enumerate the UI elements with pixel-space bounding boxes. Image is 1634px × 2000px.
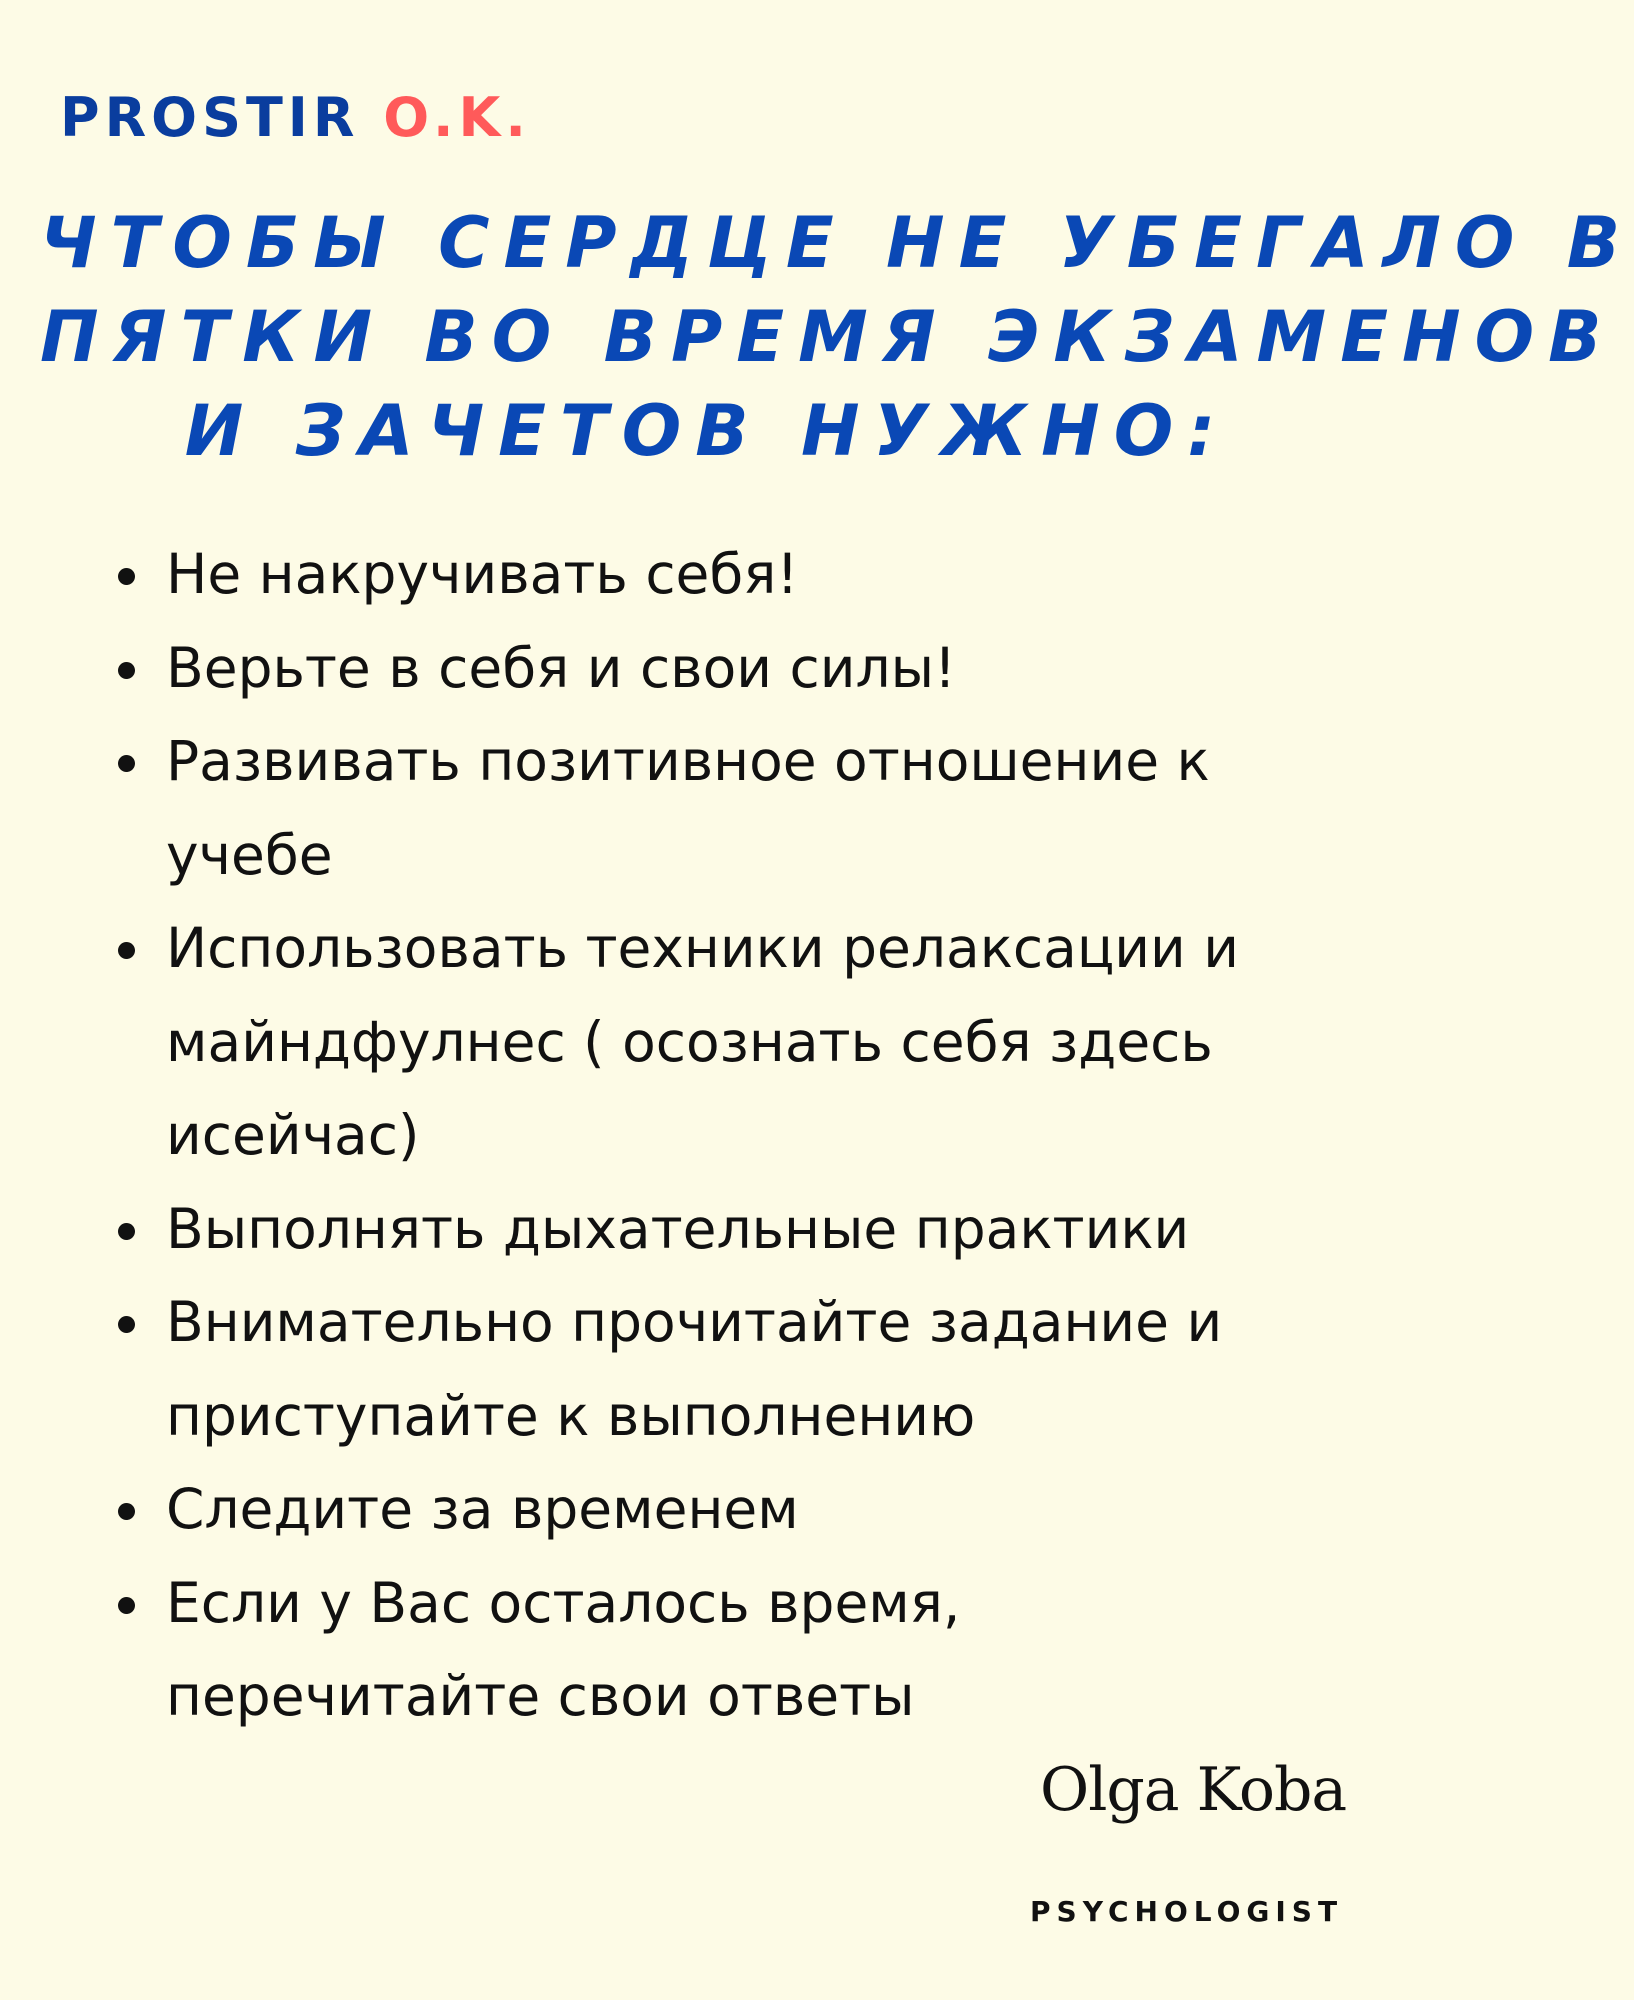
bullet-icon: [118, 1597, 135, 1614]
bullet-icon: [118, 755, 135, 772]
list-item: [110, 1183, 1340, 1277]
tips-list: [110, 528, 1340, 1744]
tip-text: Если у Вас осталось время, перечитайте свои ответы: [166, 1570, 961, 1728]
tip-text: Следите за временем: [166, 1477, 799, 1541]
bullet-icon: [118, 942, 135, 959]
headline-line-2: ПЯТКИ ВО ВРЕМЯ ЭКЗАМЕНОВ: [40, 296, 1616, 378]
brand-name: PROSTIR: [60, 86, 360, 149]
tip-text: Внимательно прочитайте задание и приступайте к выполнению: [166, 1290, 1223, 1448]
list-item: [110, 1276, 1340, 1463]
brand-suffix: O.K.: [383, 86, 531, 149]
bullet-icon: [118, 1223, 135, 1240]
headline-line-3: И ЗАЧЕТОВ НУЖНО:: [184, 390, 1230, 472]
tip-text: Выполнять дыхательные практики: [166, 1196, 1190, 1261]
brand-logo: [60, 88, 531, 148]
headline-line-1: ЧТОБЫ СЕРДЦЕ НЕ УБЕГАЛО В: [40, 202, 1634, 284]
list-item: [110, 1557, 1340, 1744]
bullet-icon: [118, 662, 135, 679]
page-headline: [40, 196, 1634, 478]
tip-text: Развивать позитивное отношение к учебе: [166, 729, 1210, 887]
bullet-icon: [118, 1316, 135, 1333]
list-item: [110, 622, 1340, 716]
tip-text: Не накручивать себя!: [166, 542, 799, 606]
list-item: [110, 902, 1340, 1183]
list-item: [110, 1463, 1340, 1557]
bullet-icon: [118, 1503, 135, 1520]
tip-text: Использовать техники релаксации и майндфулнес ( осознать себя здесь исейчас): [166, 916, 1240, 1167]
tip-text: Верьте в себя и свои силы!: [166, 635, 957, 700]
author-signature: Olga Koba: [1040, 1755, 1347, 1825]
list-item: [110, 528, 1340, 622]
author-role: PSYCHOLOGIST: [1030, 1895, 1344, 1928]
list-item: [110, 715, 1340, 902]
bullet-icon: [118, 568, 135, 585]
